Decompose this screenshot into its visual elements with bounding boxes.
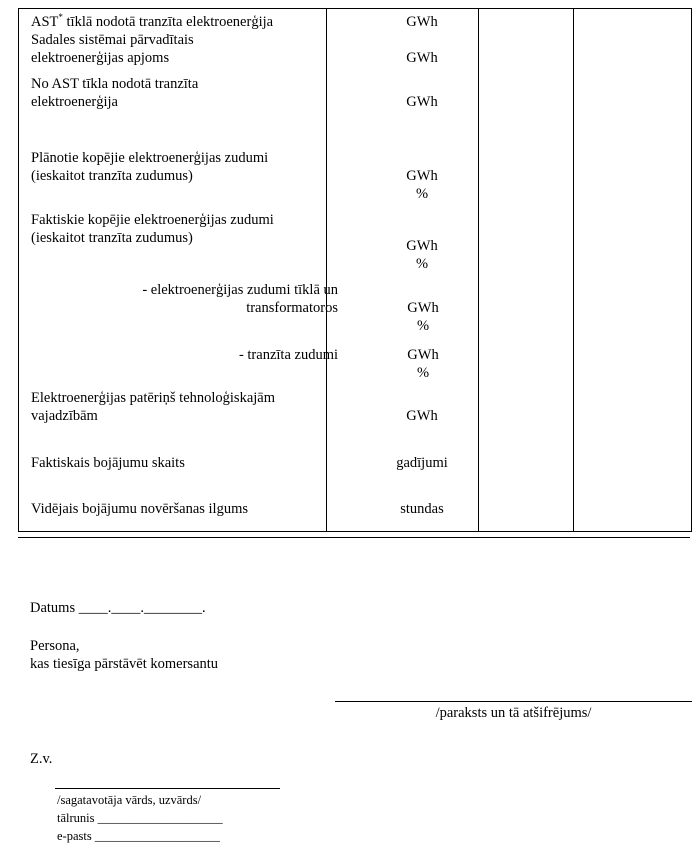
unit-label: %: [416, 365, 430, 381]
unit-cell: [346, 31, 498, 67]
unit-label: %: [416, 318, 430, 334]
column-divider: [326, 9, 327, 531]
signature-caption: /paraksts un tā atšifrējums/: [435, 705, 592, 721]
phone-line: tālrunis ____________________: [57, 811, 223, 825]
table-row: [19, 281, 691, 335]
table-row: [19, 149, 691, 203]
unit-cell: [346, 13, 498, 31]
row-label: [19, 149, 346, 203]
preparer-line: [55, 788, 280, 789]
unit-cell: [346, 75, 498, 111]
seal-label: Z.v.: [30, 751, 53, 767]
persona-label-line: kas tiesīga pārstāvēt komersantu: [30, 656, 219, 672]
column-divider: [573, 9, 574, 531]
row-label-line: Vidējais bojājumu novēršanas ilgums: [31, 501, 248, 517]
unit-label: GWh: [406, 238, 438, 254]
row-label-line: - elektroenerģijas zudumi tīklā un: [142, 282, 338, 298]
unit-label: gadījumi: [396, 455, 448, 471]
unit-cell: [346, 211, 498, 273]
row-label: [19, 346, 347, 382]
row-label-line: (ieskaitot tranzīta zudumus): [31, 168, 193, 184]
footnote-marker: *: [58, 12, 63, 23]
table-row: [19, 346, 691, 382]
unit-label: GWh: [407, 300, 439, 316]
row-label-line: (ieskaitot tranzīta zudumus): [31, 230, 193, 246]
row-label: [19, 211, 346, 273]
unit-label: %: [415, 256, 429, 272]
unit-cell: [346, 500, 498, 518]
unit-label: GWh: [407, 347, 439, 363]
table-row: [19, 75, 691, 111]
unit-cell: [346, 454, 498, 472]
unit-cell: [347, 281, 499, 335]
persona-label-line: Persona,: [30, 638, 80, 654]
row-label-line: Faktiskie kopējie elektroenerģijas zudumi: [31, 212, 274, 228]
table-row: [19, 31, 691, 67]
row-label: [19, 389, 346, 425]
unit-cell: [346, 149, 498, 203]
row-label-line: elektroenerģijas apjoms: [31, 50, 170, 66]
row-label: [19, 500, 346, 518]
unit-label: stundas: [400, 501, 444, 517]
table-row: [19, 454, 691, 472]
unit-cell: [346, 389, 498, 425]
row-label: [19, 31, 346, 67]
row-label-line: vajadzībām: [31, 408, 98, 424]
row-label: [19, 13, 346, 31]
unit-label: GWh: [406, 50, 438, 66]
unit-label: GWh: [406, 168, 438, 184]
unit-label: GWh: [406, 14, 438, 30]
row-label-line: Faktiskais bojājumu skaits: [31, 455, 185, 471]
table-row: [19, 389, 691, 425]
unit-cell: [347, 346, 499, 382]
table-bottom-rule: [18, 537, 690, 538]
email-line: e-pasts ____________________: [57, 829, 220, 843]
unit-label: GWh: [406, 94, 438, 110]
unit-label: %: [415, 186, 429, 202]
table-row: [19, 13, 691, 31]
row-label-line: Plānotie kopējie elektroenerģijas zudumi: [31, 150, 269, 166]
signature-line: [335, 701, 692, 702]
row-label-line: AST* tīklā nodotā tranzīta elektroenerģija: [31, 12, 274, 30]
row-label: [19, 454, 346, 472]
preparer-caption: /sagatavotāja vārds, uzvārds/: [57, 793, 202, 807]
row-label-line: transformatoros: [246, 300, 338, 316]
persona-block: [30, 637, 218, 673]
row-label: [19, 75, 346, 111]
row-label-line: Sadales sistēmai pārvadītais: [31, 32, 194, 48]
datums-line: Datums ____.____.________.: [30, 600, 206, 616]
row-label: [19, 281, 347, 335]
row-label-line: - tranzīta zudumi: [238, 347, 338, 363]
unit-label: GWh: [406, 408, 438, 424]
table-row: [19, 500, 691, 518]
row-label-line: Elektroenerģijas patēriņš tehnoloģiskajām: [31, 390, 276, 406]
row-label-line: elektroenerģija: [31, 94, 118, 110]
column-divider: [478, 9, 479, 531]
report-table: [18, 8, 692, 532]
row-label-line: No AST tīkla nodotā tranzīta: [31, 76, 199, 92]
table-row: [19, 211, 691, 273]
